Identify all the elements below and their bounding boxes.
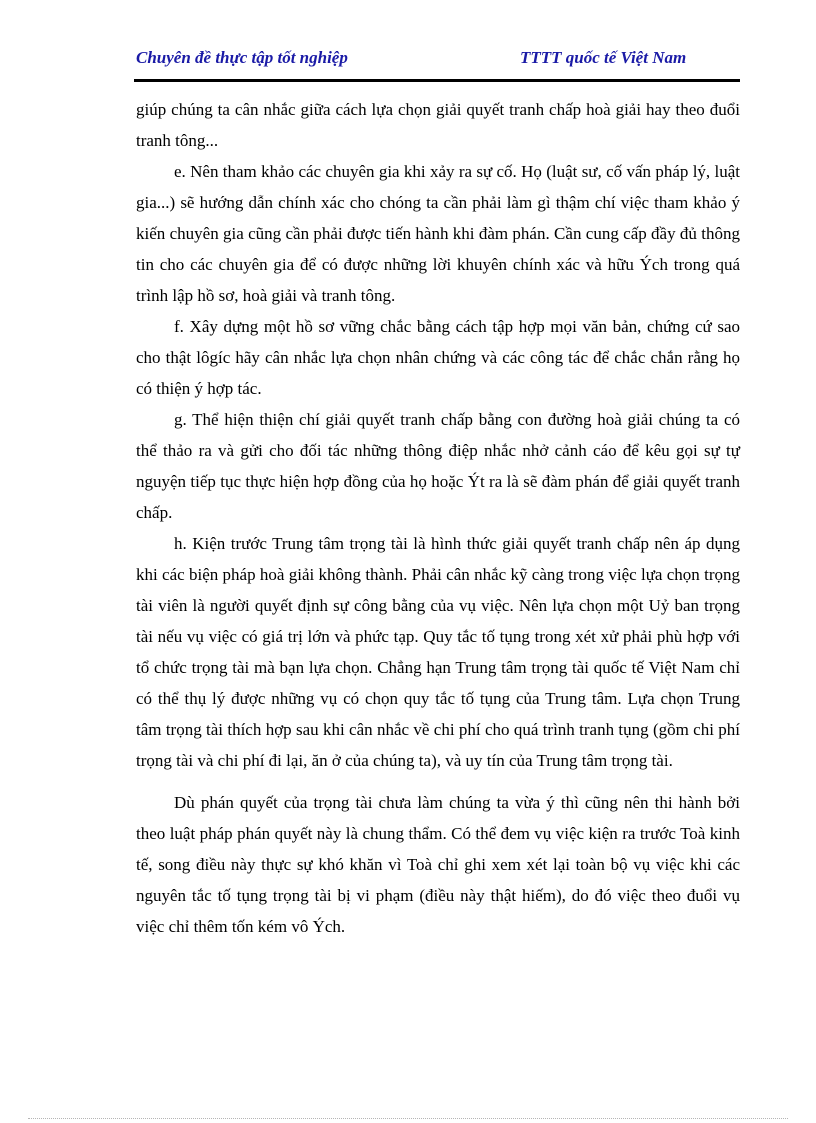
page-header [136,48,740,74]
header-organization: TTTT quốc tế Việt Nam [520,48,687,67]
paragraph-continuation: giúp chúng ta cân nhắc giữa cách lựa chọn giải quyết tranh chấp hoà giải hay theo đuổi tranh tông... [136,100,740,150]
header-document-title: Chuyên đề thực tập tốt nghiệp [136,48,348,67]
paragraph-item-h: h. Kiện trước Trung tâm trọng tài là hình thức giải quyết tranh chấp nên áp dụng khi các biện pháp hoà giải không thành. Phải cân nhắc kỹ càng trong việc lựa chọn trọng tài viên là người quyết định sự công bằng của vụ việc. Nên lựa chọn một Uỷ ban trọng tài nếu vụ việc có giá trị lớn và phức tạp. Quy tắc tố tụng trong xét xử phải phù hợp với tổ chức trọng tài mà bạn lựa chọn. Chẳng hạn Trung tâm trọng tài quốc tế Việt Nam chỉ có thể thụ lý được những vụ có chọn quy tắc tố tụng của Trung tâm. Lựa chọn Trung tâm trọng tài thích hợp sau khi cân nhắc về chi phí cho quá trình tranh tụng (gồm chi phí trọng tài và chi phí đi lại, ăn ở của chúng ta), và uy tín của Trung tâm trọng tài. [136,534,740,770]
paragraph-item-e: e. Nên tham khảo các chuyên gia khi xảy ra sự cố. Họ (luật sư, cố vấn pháp lý, luật gia...) sẽ hướng dẫn chính xác cho chóng ta cần phải làm gì thậm chí việc tham khảo ý kiến chuyên gia cũng cần phải được tiến hành khi đàm phán. Cần cung cấp đầy đủ thông tin cho các chuyên gia để có được những lời khuyên chính xác và hữu Ých trong quá trình lập hồ sơ, hoà giải và tranh tông. [136,162,740,305]
document-body [136,94,740,942]
paragraph-item-f: f. Xây dựng một hồ sơ vững chắc bằng cách tập hợp mọi văn bản, chứng cứ sao cho thật lôgíc hãy cân nhắc lựa chọn nhân chứng và các công tác để chắc chắn rằng họ có thiện ý hợp tác. [136,317,740,398]
paragraph-item-g: g. Thể hiện thiện chí giải quyết tranh chấp bằng con đường hoà giải chúng ta có thể thảo ra và gửi cho đối tác những thông điệp nhắc nhở cảnh cáo để kêu gọi sự tự nguyện tiếp tục thực hiện hợp đồng của họ hoặc Ýt ra là sẽ đàm phán để giải quyết tranh chấp. [136,410,740,522]
paragraph-arbitration-award: Dù phán quyết của trọng tài chưa làm chúng ta vừa ý thì cũng nên thi hành bởi theo luật pháp phán quyết này là chung thẩm. Có thể đem vụ việc kiện ra trước Toà kinh tế, song điều này thực sự khó khăn vì Toà chỉ ghi xem xét lại toàn bộ vụ việc khi các nguyên tắc tố tụng trọng tài bị vi phạm (điều này thật hiếm), do đó việc theo đuổi vụ việc chỉ thêm tốn kém vô Ých. [136,793,740,936]
page-bottom-border [28,1118,788,1119]
header-divider [134,79,740,82]
